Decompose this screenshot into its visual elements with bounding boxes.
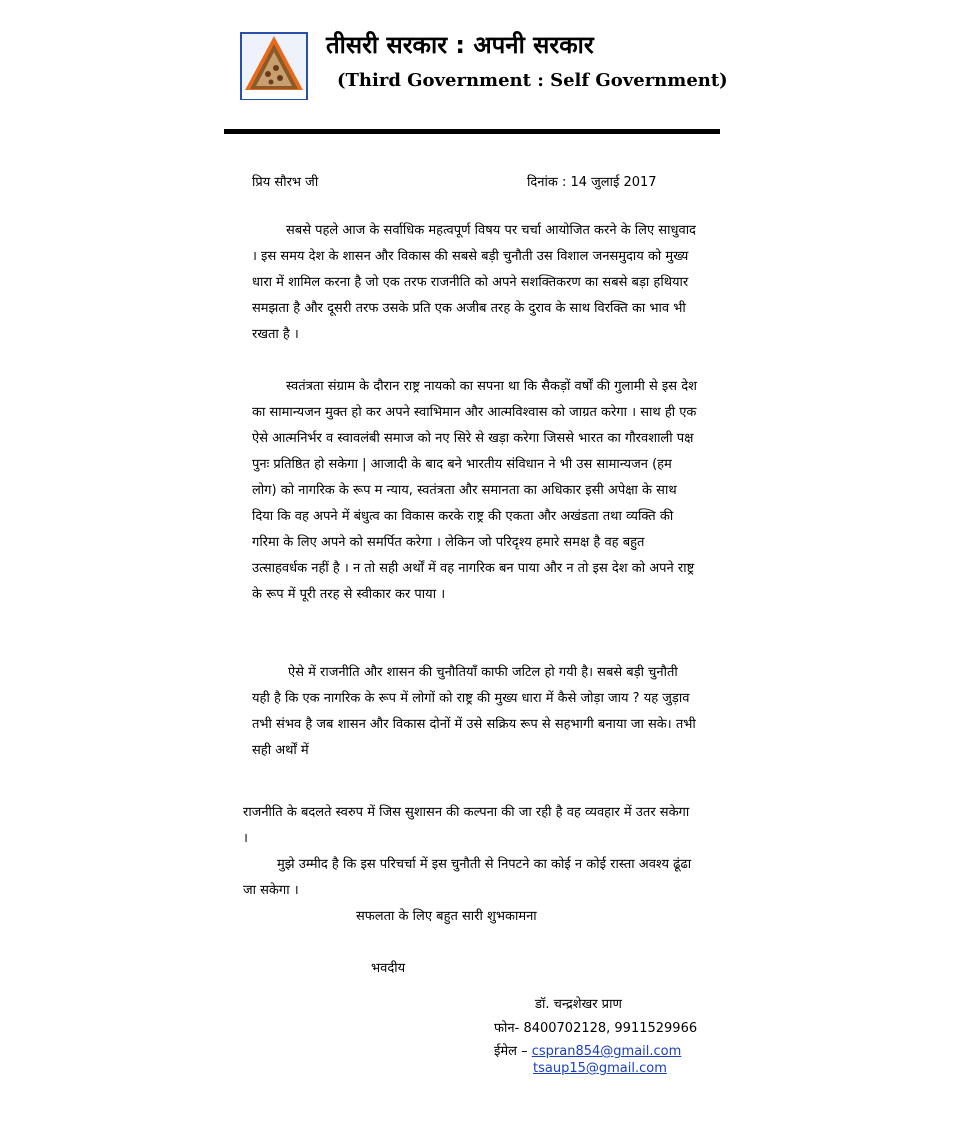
wishes-line: सफलता के लिए बहुत सारी शुभकामना	[356, 909, 537, 924]
signature-email-2	[533, 1061, 667, 1076]
paragraph-text: राजनीति के बदलते स्वरुप में जिस सुशासन की कल्पना की जा रही है वह व्यवहार में उतर सकेगा ।	[243, 805, 690, 846]
signature-phone	[494, 1018, 697, 1036]
signature-email	[494, 1041, 681, 1059]
paragraph-text: ऐसे में राजनीति और शासन की चुनौतियाँ काफी जटिल हो गयी है। सबसे बड़ी चुनौती यही है कि एक नागरिक के रूप में लोगों को राष्ट्र की मुख्य धारा में कैसे जोड़ा जाय ? यह जुड़ाव तभी संभव है जब शासन और विकास दोनों में उसे सक्रिय रूप से सहभागी बनाया जा सके। तभी सही अर्थों में	[252, 665, 696, 758]
email-label: ईमेल –	[494, 1044, 528, 1059]
phone-number: 8400702128, 9911529966	[523, 1021, 698, 1036]
email-link-2[interactable]: tsaup15@gmail.com	[533, 1061, 667, 1076]
paragraph-1	[252, 218, 698, 348]
header-title-english: (Third Government : Self Government)	[337, 70, 728, 91]
logo	[240, 32, 308, 100]
paragraph-4	[243, 800, 693, 852]
paragraph-5	[243, 852, 693, 904]
paragraph-2	[252, 374, 698, 608]
email-link-1[interactable]: cspran854@gmail.com	[531, 1044, 682, 1059]
paragraph-text: सबसे पहले आज के सर्वाधिक महत्वपूर्ण विषय पर चर्चा आयोजित करने के लिए साधुवाद । इस समय देश के शासन और विकास की सबसे बड़ी चुनौती उस विशाल जनसमुदाय को मुख्य धारा में शामिल करना है जो एक तरफ राजनीति को अपने सशक्तिकरण का सबसे बड़ा हथियार समझता है और दूसरी तरफ उसके प्रति एक अजीब तरह के दुराव के साथ विरक्ति का भाव भी रखता है ।	[252, 223, 696, 342]
letter-date: दिनांक : 14 जुलाई 2017	[527, 175, 657, 190]
phone-label: फोन-	[494, 1021, 520, 1036]
salutation: प्रिय सौरभ जी	[252, 175, 319, 190]
paragraph-text: स्वतंत्रता संग्राम के दौरान राष्ट्र नायको का सपना था कि सैकड़ों वर्षों की गुलामी से इस देश का सामान्यजन मुक्त हो कर अपने स्वाभिमान और आत्मविश्वास को जाग्रत करेगा । साथ ही एक ऐसे आत्मनिर्भर व स्वावलंबी समाज को नए सिरे से खड़ा करेगा जिससे भारत का गौरवशाली पक्ष पुनः प्रतिष्ठित हो सकेगा | आजादी के बाद बने भारतीय संविधान ने भी उस सामान्यजन (हम लोग) को नागरिक के रूप म न्याय, स्वतंत्रता और समानता का अधिकार इसी अपेक्षा के साथ दिया कि वह अपने में बंधुत्व का विकास करके राष्ट्र की एकता और अखंडता तथा व्यक्ति की गरिमा के लिए अपने को समर्पित करेगा । लेकिन जो परिदृश्य हमारे समक्ष है वह बहुत उत्साहवर्धक नहीं है । न तो सही अर्थों में वह नागरिक बन पाया और न तो इस देश को अपने राष्ट्र के रूप में पूरी तरह से स्वीकार कर पाया ।	[252, 379, 697, 602]
header-title-hindi: तीसरी सरकार : अपनी सरकार	[326, 31, 594, 59]
header-divider	[224, 129, 720, 134]
signature-name: डॉ. चन्द्रशेखर प्राण	[535, 997, 622, 1012]
closing: भवदीय	[371, 961, 406, 976]
paragraph-3	[252, 660, 698, 764]
paragraph-text: मुझे उम्मीद है कि इस परिचर्चा में इस चुनौती से निपटने का कोई न कोई रास्ता अवश्य ढूंढा जा सकेगा ।	[243, 857, 692, 898]
